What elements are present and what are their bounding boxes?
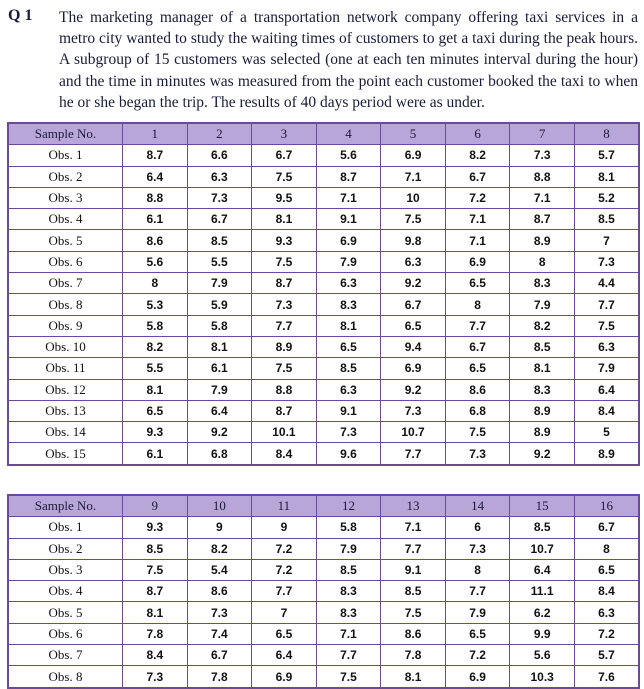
header-sample-11: 11 — [252, 495, 317, 517]
table-cell: 7.2 — [445, 187, 510, 208]
table-row — [8, 538, 639, 559]
table-row — [8, 273, 639, 294]
table-cell: 7.7 — [445, 581, 510, 602]
table-cell: 8.2 — [445, 145, 510, 166]
table-cell: 9.1 — [316, 209, 381, 230]
table-cell: 7.5 — [381, 602, 446, 623]
table-cell: 8.5 — [510, 517, 575, 538]
header-sample-14: 14 — [445, 495, 510, 517]
table-cell: 9.2 — [510, 443, 575, 465]
question-block — [8, 7, 638, 113]
table-cell: 5.7 — [574, 645, 639, 666]
table-cell: 6.3 — [574, 602, 639, 623]
table-cell: 9.6 — [316, 443, 381, 465]
table-cell: 9.9 — [510, 623, 575, 644]
table-cell: 6.4 — [574, 379, 639, 400]
table-cell: 7.9 — [187, 379, 252, 400]
table-cell: 7.2 — [252, 538, 317, 559]
table-cell: 8.8 — [510, 166, 575, 187]
row-label: Obs. 14 — [8, 422, 123, 443]
table-cell: 9.3 — [252, 230, 317, 251]
row-label: Obs. 5 — [8, 230, 123, 251]
table-cell: 8.9 — [510, 230, 575, 251]
table-cell: 7.1 — [381, 517, 446, 538]
table-cell: 7.3 — [316, 422, 381, 443]
table-cell: 8.6 — [445, 379, 510, 400]
table-cell: 8.9 — [574, 443, 639, 465]
table-cell: 7.3 — [445, 443, 510, 465]
table-cell: 6.4 — [510, 559, 575, 580]
row-label: Obs. 2 — [8, 166, 123, 187]
row-label: Obs. 13 — [8, 400, 123, 421]
table-cell: 9 — [252, 517, 317, 538]
row-label: Obs. 12 — [8, 379, 123, 400]
table-cell: 7.5 — [316, 666, 381, 688]
table-cell: 8.5 — [123, 538, 188, 559]
table-cell: 7.3 — [445, 538, 510, 559]
table-cell: 10.3 — [510, 666, 575, 688]
table-cell: 8.1 — [187, 336, 252, 357]
table-cell: 7.7 — [381, 443, 446, 465]
table-cell: 7.2 — [252, 559, 317, 580]
table-cell: 7.1 — [510, 187, 575, 208]
table-cell: 8.1 — [123, 379, 188, 400]
table-cell: 7.9 — [316, 251, 381, 272]
table-cell: 6.9 — [445, 666, 510, 688]
table-cell: 8.1 — [123, 602, 188, 623]
table-cell: 9.2 — [381, 273, 446, 294]
table-cell: 8 — [445, 294, 510, 315]
header-sample-1: 1 — [123, 123, 188, 145]
table-cell: 6.7 — [187, 645, 252, 666]
table-cell: 5.3 — [123, 294, 188, 315]
row-label: Obs. 8 — [8, 666, 123, 688]
table-cell: 7.5 — [252, 358, 317, 379]
table-cell: 6.3 — [316, 379, 381, 400]
table-cell: 5.8 — [316, 517, 381, 538]
table-cell: 8.4 — [252, 443, 317, 465]
table-cell: 7.5 — [123, 559, 188, 580]
table-cell: 8.5 — [510, 336, 575, 357]
table-cell: 8.2 — [510, 315, 575, 336]
table-cell: 7.1 — [445, 209, 510, 230]
table-cell: 6.5 — [252, 623, 317, 644]
table-row — [8, 581, 639, 602]
table-cell: 7.5 — [252, 251, 317, 272]
table-cell: 8.8 — [123, 187, 188, 208]
table-row — [8, 379, 639, 400]
table-cell: 6.1 — [123, 443, 188, 465]
table-cell: 5.2 — [574, 187, 639, 208]
table-cell: 8.4 — [123, 645, 188, 666]
table-cell: 6.9 — [252, 666, 317, 688]
table-cell: 5.8 — [123, 315, 188, 336]
data-table-samples-1-8 — [7, 122, 640, 466]
table-cell: 5.9 — [187, 294, 252, 315]
table-cell: 8.5 — [381, 581, 446, 602]
table-cell: 8.8 — [252, 379, 317, 400]
row-label: Obs. 6 — [8, 623, 123, 644]
table-cell: 8.1 — [510, 358, 575, 379]
table-row — [8, 294, 639, 315]
table-cell: 8.3 — [316, 294, 381, 315]
table-cell: 8.1 — [574, 166, 639, 187]
table-cell: 6.8 — [445, 400, 510, 421]
table-cell: 6.7 — [252, 145, 317, 166]
table-cell: 9.2 — [187, 422, 252, 443]
table-cell: 4.4 — [574, 273, 639, 294]
table-cell: 8.6 — [123, 230, 188, 251]
table-cell: 8.7 — [123, 581, 188, 602]
table-cell: 6.5 — [445, 358, 510, 379]
table-cell: 7.8 — [123, 623, 188, 644]
table-cell: 7.7 — [252, 581, 317, 602]
table-cell: 8.7 — [252, 400, 317, 421]
row-label: Obs. 7 — [8, 273, 123, 294]
table-cell: 9.1 — [381, 559, 446, 580]
table-cell: 8.1 — [316, 315, 381, 336]
table-header-row — [8, 123, 639, 145]
row-label: Obs. 1 — [8, 517, 123, 538]
table-cell: 9.3 — [123, 422, 188, 443]
table-cell: 6.5 — [316, 336, 381, 357]
header-sample-no: Sample No. — [8, 123, 123, 145]
table-cell: 8.5 — [316, 358, 381, 379]
row-label: Obs. 4 — [8, 581, 123, 602]
question-text: The marketing manager of a transportation network company offering taxi services in a metro city wanted to study the waiting times of customers to get a taxi during the peak hours. A subgroup of 15 customers was selected (one at each ten minutes interval during the hour) and the time in minutes was measured from the point each customer booked the taxi to when he or she began the trip. The results of 40 days period were as under. — [59, 9, 638, 111]
table-cell: 8.6 — [187, 581, 252, 602]
row-label: Obs. 11 — [8, 358, 123, 379]
table-cell: 6.3 — [574, 336, 639, 357]
table-cell: 7.9 — [445, 602, 510, 623]
table-cell: 7.6 — [574, 666, 639, 688]
table-row — [8, 666, 639, 688]
table-cell: 6.5 — [445, 273, 510, 294]
table-cell: 6.9 — [381, 358, 446, 379]
table-cell: 6.4 — [187, 400, 252, 421]
table-cell: 6.7 — [574, 517, 639, 538]
table-cell: 6 — [445, 517, 510, 538]
table-cell: 6.7 — [445, 336, 510, 357]
table-cell: 7.3 — [123, 666, 188, 688]
header-sample-3: 3 — [252, 123, 317, 145]
table-cell: 7.9 — [316, 538, 381, 559]
row-label: Obs. 6 — [8, 251, 123, 272]
table-cell: 7.5 — [574, 315, 639, 336]
table-cell: 7.5 — [381, 209, 446, 230]
header-sample-2: 2 — [187, 123, 252, 145]
table-header-row — [8, 495, 639, 517]
row-label: Obs. 8 — [8, 294, 123, 315]
table-cell: 7.7 — [381, 538, 446, 559]
table-cell: 7.7 — [316, 645, 381, 666]
table-cell: 9.4 — [381, 336, 446, 357]
table-row — [8, 336, 639, 357]
table-cell: 10.7 — [381, 422, 446, 443]
row-label: Obs. 15 — [8, 443, 123, 465]
table-cell: 10.1 — [252, 422, 317, 443]
row-label: Obs. 9 — [8, 315, 123, 336]
table-cell: 8.5 — [187, 230, 252, 251]
table-cell: 7 — [574, 230, 639, 251]
table-cell: 5.6 — [510, 645, 575, 666]
header-sample-12: 12 — [316, 495, 381, 517]
table-cell: 6.7 — [445, 166, 510, 187]
table-cell: 7.1 — [316, 187, 381, 208]
table-cell: 10.7 — [510, 538, 575, 559]
table-cell: 6.4 — [252, 645, 317, 666]
data-table-samples-9-16 — [7, 494, 640, 689]
table-cell: 7.1 — [316, 623, 381, 644]
table-row — [8, 400, 639, 421]
table-cell: 7.1 — [381, 166, 446, 187]
header-sample-5: 5 — [381, 123, 446, 145]
table-cell: 8.3 — [510, 379, 575, 400]
table-cell: 7.8 — [381, 645, 446, 666]
table-cell: 5.8 — [187, 315, 252, 336]
header-sample-15: 15 — [510, 495, 575, 517]
table-cell: 6.1 — [123, 209, 188, 230]
table-cell: 9.8 — [381, 230, 446, 251]
table-cell: 10 — [381, 187, 446, 208]
table-cell: 6.7 — [187, 209, 252, 230]
table-cell: 8.4 — [574, 581, 639, 602]
table-cell: 7 — [252, 602, 317, 623]
table-row — [8, 315, 639, 336]
table-cell: 9.2 — [381, 379, 446, 400]
table-cell: 11.1 — [510, 581, 575, 602]
table-row — [8, 623, 639, 644]
table-cell: 8.7 — [123, 145, 188, 166]
table-cell: 8.7 — [316, 166, 381, 187]
table-cell: 6.2 — [510, 602, 575, 623]
table-cell: 9.5 — [252, 187, 317, 208]
header-sample-13: 13 — [381, 495, 446, 517]
table-cell: 9 — [187, 517, 252, 538]
table-cell: 6.4 — [123, 166, 188, 187]
header-sample-no: Sample No. — [8, 495, 123, 517]
table-cell: 6.3 — [316, 273, 381, 294]
table-cell: 7.5 — [445, 422, 510, 443]
table-cell: 5 — [574, 422, 639, 443]
row-label: Obs. 3 — [8, 187, 123, 208]
row-label: Obs. 4 — [8, 209, 123, 230]
table-cell: 6.3 — [381, 251, 446, 272]
table-row — [8, 443, 639, 465]
table-cell: 6.9 — [381, 145, 446, 166]
table-cell: 7.4 — [187, 623, 252, 644]
table-cell: 6.9 — [445, 251, 510, 272]
table-cell: 5.6 — [123, 251, 188, 272]
table-cell: 7.3 — [574, 251, 639, 272]
header-sample-7: 7 — [510, 123, 575, 145]
header-sample-9: 9 — [123, 495, 188, 517]
table-cell: 6.5 — [123, 400, 188, 421]
table-cell: 7.9 — [187, 273, 252, 294]
table-cell: 8.3 — [316, 581, 381, 602]
table-cell: 8 — [123, 273, 188, 294]
table-cell: 8.3 — [316, 602, 381, 623]
table-cell: 7.2 — [574, 623, 639, 644]
table-row — [8, 166, 639, 187]
table-cell: 8.5 — [574, 209, 639, 230]
table-row — [8, 209, 639, 230]
table-row — [8, 422, 639, 443]
question-label: Q 1 — [8, 7, 33, 24]
table-cell: 9.1 — [316, 400, 381, 421]
table-cell: 8 — [510, 251, 575, 272]
table-row — [8, 251, 639, 272]
table-cell: 8.2 — [123, 336, 188, 357]
table-row — [8, 645, 639, 666]
table-row — [8, 517, 639, 538]
table-cell: 6.3 — [187, 166, 252, 187]
table-cell: 7.2 — [445, 645, 510, 666]
header-sample-10: 10 — [187, 495, 252, 517]
table-cell: 6.5 — [381, 315, 446, 336]
table-cell: 8.4 — [574, 400, 639, 421]
row-label: Obs. 10 — [8, 336, 123, 357]
table-cell: 8 — [574, 538, 639, 559]
table-row — [8, 187, 639, 208]
table-cell: 7.1 — [445, 230, 510, 251]
table-cell: 7.7 — [252, 315, 317, 336]
table-cell: 7.3 — [381, 400, 446, 421]
header-sample-6: 6 — [445, 123, 510, 145]
table-cell: 7.5 — [252, 166, 317, 187]
header-sample-4: 4 — [316, 123, 381, 145]
row-label: Obs. 5 — [8, 602, 123, 623]
table-cell: 6.9 — [316, 230, 381, 251]
table-row — [8, 230, 639, 251]
row-label: Obs. 3 — [8, 559, 123, 580]
header-sample-16: 16 — [574, 495, 639, 517]
table-cell: 6.1 — [187, 358, 252, 379]
table-cell: 8.9 — [510, 422, 575, 443]
table-cell: 5.5 — [123, 358, 188, 379]
table-cell: 8.7 — [252, 273, 317, 294]
table-cell: 6.7 — [381, 294, 446, 315]
table-cell: 7.8 — [187, 666, 252, 688]
header-sample-8: 8 — [574, 123, 639, 145]
table-cell: 6.8 — [187, 443, 252, 465]
table-row — [8, 145, 639, 166]
table-cell: 5.5 — [187, 251, 252, 272]
row-label: Obs. 7 — [8, 645, 123, 666]
table-cell: 8.3 — [510, 273, 575, 294]
table-cell: 7.3 — [510, 145, 575, 166]
table-cell: 8 — [445, 559, 510, 580]
row-label: Obs. 2 — [8, 538, 123, 559]
table-cell: 7.7 — [574, 294, 639, 315]
table-cell: 5.6 — [316, 145, 381, 166]
table-row — [8, 559, 639, 580]
table-row — [8, 602, 639, 623]
table-cell: 7.9 — [510, 294, 575, 315]
row-label: Obs. 1 — [8, 145, 123, 166]
table-cell: 7.7 — [445, 315, 510, 336]
table-row — [8, 358, 639, 379]
table-cell: 8.9 — [252, 336, 317, 357]
table-cell: 9.3 — [123, 517, 188, 538]
table-cell: 5.4 — [187, 559, 252, 580]
table-cell: 7.3 — [252, 294, 317, 315]
table-cell: 8.9 — [510, 400, 575, 421]
table-cell: 6.6 — [187, 145, 252, 166]
table-cell: 8.7 — [510, 209, 575, 230]
table-cell: 6.5 — [574, 559, 639, 580]
table-cell: 7.3 — [187, 187, 252, 208]
table-cell: 8.1 — [252, 209, 317, 230]
table-cell: 6.5 — [445, 623, 510, 644]
table-cell: 8.1 — [381, 666, 446, 688]
table-cell: 5.7 — [574, 145, 639, 166]
table-cell: 7.3 — [187, 602, 252, 623]
table-cell: 8.2 — [187, 538, 252, 559]
table-cell: 8.5 — [316, 559, 381, 580]
table-cell: 8.6 — [381, 623, 446, 644]
table-cell: 7.9 — [574, 358, 639, 379]
